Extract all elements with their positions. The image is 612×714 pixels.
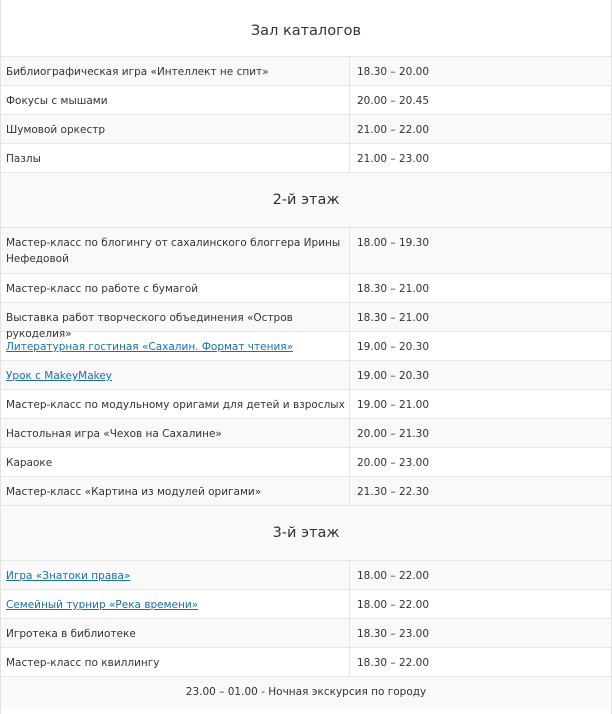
event-name: Мастер-класс «Картина из модулей оригами» <box>1 477 350 505</box>
event-time: 18.30 – 21.00 <box>357 312 430 324</box>
event-name: Шумовой оркестр <box>1 115 350 143</box>
event-name: Выставка работ творческого объединения «Остров рукоделия» <box>1 303 350 331</box>
event-time: 20.00 – 21.30 <box>357 428 430 440</box>
event-name: Мастер-класс по блогингу от сахалинского блоггера Ирины Нефедовой <box>1 228 350 273</box>
table-row <box>1 589 611 618</box>
event-name: Караоке <box>1 448 350 476</box>
table-row <box>1 273 611 302</box>
table-row <box>1 114 611 143</box>
event-time: 18.00 – 22.00 <box>357 570 430 582</box>
table-row <box>1 389 611 418</box>
event-cell <box>1 561 350 589</box>
event-name: Библиографическая игра «Интеллект не спит» <box>1 57 350 85</box>
table-row <box>1 56 611 85</box>
table-row <box>1 227 611 273</box>
section-header-catalog-hall: Зал каталогов <box>1 0 611 56</box>
night-tour-note: 23.00 – 01.00 - Ночная экскурсия по городу <box>1 676 611 707</box>
event-cell <box>1 590 350 618</box>
event-time: 18.30 – 21.00 <box>357 283 430 295</box>
event-name: Мастер-класс по квиллингу <box>1 648 350 676</box>
event-time: 18.30 – 20.00 <box>357 66 430 78</box>
event-time: 18.30 – 22.00 <box>357 657 430 669</box>
table-row <box>1 85 611 114</box>
event-time: 19.00 – 20.30 <box>357 341 430 353</box>
event-cell <box>1 332 350 360</box>
event-time: 20.00 – 23.00 <box>357 457 430 469</box>
table-row <box>1 560 611 589</box>
event-time: 20.00 – 20.45 <box>357 95 430 107</box>
event-time: 21.00 – 23.00 <box>357 153 430 165</box>
event-name: Мастер-класс по модульному оригами для детей и взрослых <box>1 390 350 418</box>
event-time: 19.00 – 21.00 <box>357 399 430 411</box>
event-cell <box>1 361 350 389</box>
table-row <box>1 647 611 676</box>
event-link[interactable]: Урок с MakeyMakey <box>6 370 113 382</box>
event-time: 18.00 – 19.30 <box>357 237 430 249</box>
event-name: Мастер-класс по работе с бумагой <box>1 274 350 302</box>
event-link[interactable]: Игра «Знатоки права» <box>6 570 131 582</box>
table-row <box>1 302 611 340</box>
event-link[interactable]: Литературная гостиная «Сахалин. Формат чтения» <box>6 341 294 353</box>
event-time: 19.00 – 20.30 <box>357 370 430 382</box>
table-row <box>1 143 611 172</box>
table-row <box>1 447 611 476</box>
section-header-floor-2: 2-й этаж <box>1 172 611 227</box>
event-name: Игротека в библиотеке <box>1 619 350 647</box>
table-row <box>1 360 611 389</box>
event-time: 18.30 – 23.00 <box>357 628 430 640</box>
section-header-floor-3: 3-й этаж <box>1 505 611 560</box>
event-time: 21.00 – 22.00 <box>357 124 430 136</box>
table-row <box>1 618 611 647</box>
event-name: Фокусы с мышами <box>1 86 350 114</box>
table-row <box>1 331 611 360</box>
event-time: 18.00 – 22.00 <box>357 599 430 611</box>
table-row <box>1 476 611 505</box>
event-link[interactable]: Семейный турнир «Река времени» <box>6 599 199 611</box>
event-name: Пазлы <box>1 144 350 172</box>
event-time: 21.30 – 22.30 <box>357 486 430 498</box>
event-name: Настольная игра «Чехов на Сахалине» <box>1 419 350 447</box>
table-row <box>1 418 611 447</box>
